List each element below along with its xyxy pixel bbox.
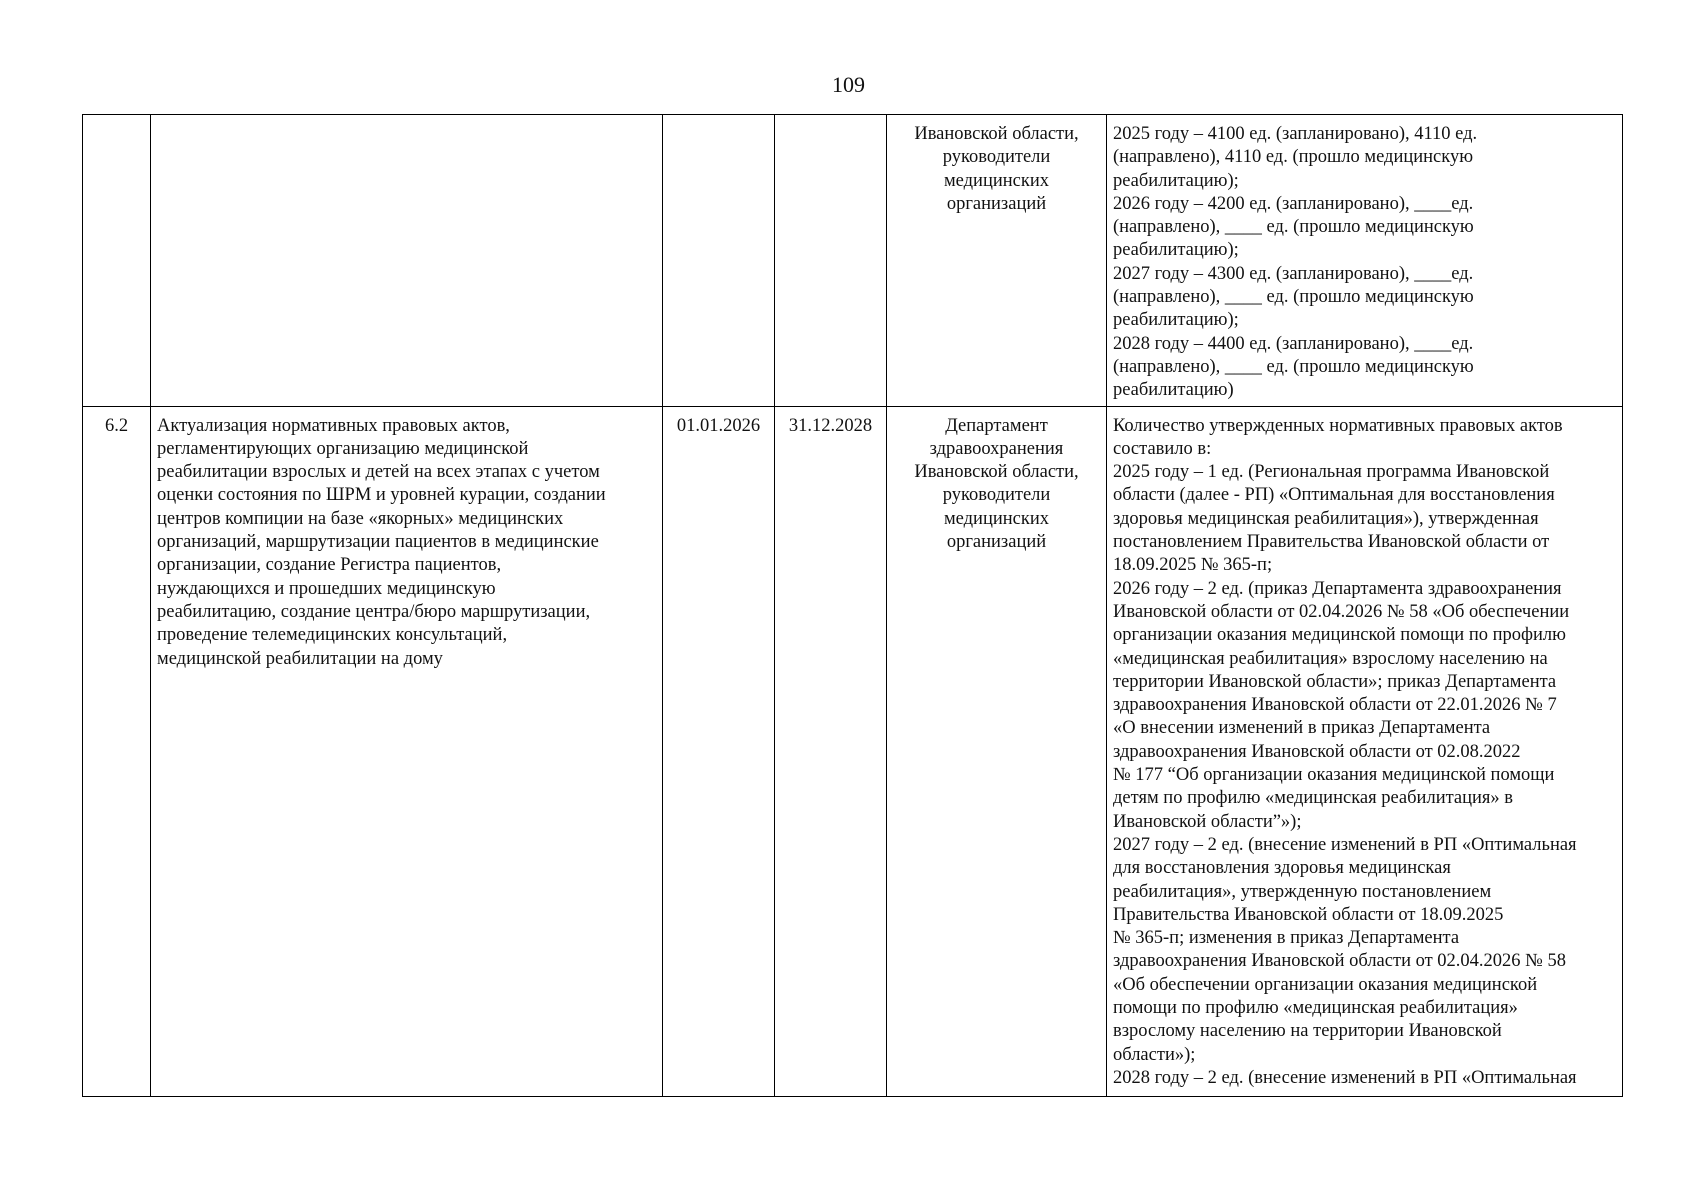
result-line: территории Ивановской области»; приказ Департамента [1113, 671, 1557, 692]
description-line: организаций, маршрутизации пациентов в медицинские [157, 532, 599, 553]
responsible-line: здравоохранения [929, 438, 1064, 459]
result-line: «медицинская реабилитация» взрослому населению на [1113, 648, 1548, 669]
result-line: 2026 году – 4200 ед. (запланировано), ____ед. [1113, 193, 1474, 214]
result-line: Правительства Ивановской области от 18.09.2025 [1113, 904, 1504, 925]
measure-description-cell [151, 406, 663, 1096]
description-line: Актуализация нормативных правовых актов, [157, 415, 510, 436]
result-line: «О внесении изменений в приказ Департамента [1113, 718, 1491, 739]
measure-description-cell [151, 115, 663, 407]
start-date-cell: 01.01.2026 [663, 406, 775, 1096]
result-line: здоровья медицинская реабилитация»), утвержденная [1113, 508, 1539, 529]
responsible-line: организаций [946, 193, 1047, 214]
result-line: 2025 году – 4100 ед. (запланировано), 4110 ед. [1113, 124, 1478, 144]
result-line: 2028 году – 4400 ед. (запланировано), ____ед. [1113, 333, 1474, 354]
result-line: 2025 году – 1 ед. (Региональная программа Ивановской [1113, 462, 1550, 483]
responsible-line: руководители [942, 485, 1051, 506]
responsible-cell [887, 115, 1107, 407]
result-line: № 365-п; изменения в приказ Департамента [1113, 928, 1460, 949]
description-line: медицинской реабилитации на дому [157, 648, 443, 669]
responsible-line: Ивановской области, [914, 462, 1079, 483]
end-date-cell [775, 115, 887, 407]
result-line: постановлением Правительства Ивановской области от [1113, 532, 1550, 553]
row-number-cell: 6.2 [83, 406, 151, 1096]
result-line: (направлено), ____ ед. (прошло медицинскую [1113, 287, 1474, 308]
responsible-cell [887, 406, 1107, 1096]
result-line: реабилитацию); [1113, 170, 1239, 191]
result-line: 2027 году – 2 ед. (внесение изменений в РП «Оптимальная [1113, 834, 1577, 855]
result-line: взрослому населению на территории Ивановской [1113, 1021, 1502, 1042]
result-line: области (далее - РП) «Оптимальная для восстановления [1113, 485, 1555, 506]
result-line: Ивановской области от 02.04.2026 № 58 «Об обеспечении [1113, 601, 1570, 622]
responsible-line: организаций [946, 532, 1047, 553]
result-line: Количество утвержденных нормативных правовых актов [1113, 415, 1563, 436]
responsible-line: руководители [942, 147, 1051, 168]
result-line: организации оказания медицинской помощи по профилю [1113, 625, 1566, 646]
result-line: реабилитация», утвержденную постановлением [1113, 881, 1492, 902]
result-line: № 177 “Об организации оказания медицинской помощи [1113, 765, 1555, 786]
responsible-line: медицинских [943, 170, 1050, 191]
description-line: проведение телемедицинских консультаций, [157, 625, 508, 646]
result-line: области»); [1113, 1044, 1196, 1065]
description-line: реабилитацию, создание центра/бюро маршрутизации, [157, 601, 591, 622]
description-line: оценки состояния по ШРМ и уровней курации, создании [157, 485, 606, 506]
result-line: здравоохранения Ивановской области от 22.01.2026 № 7 [1113, 695, 1557, 716]
result-line: реабилитацию) [1113, 380, 1234, 401]
end-date-cell: 31.12.2028 [775, 406, 887, 1096]
page-number: 109 [832, 72, 865, 97]
result-line: 2027 году – 4300 ед. (запланировано), ____ед. [1113, 263, 1474, 284]
result-line: здравоохранения Ивановской области от 02.04.2026 № 58 [1113, 951, 1566, 972]
result-line: детям по профилю «медицинская реабилитация» в [1113, 788, 1514, 809]
responsible-line: Ивановской области, [914, 124, 1079, 144]
result-line: реабилитацию); [1113, 310, 1239, 331]
description-line: регламентирующих организацию медицинской [157, 438, 529, 459]
result-line: составило в: [1113, 438, 1212, 459]
result-line: для восстановления здоровья медицинская [1113, 858, 1451, 879]
table-row [83, 115, 1623, 407]
result-line: (направлено), ____ ед. (прошло медицинскую [1113, 217, 1474, 238]
result-cell [1107, 406, 1623, 1096]
result-line: 2026 году – 2 ед. (приказ Департамента здравоохранения [1113, 578, 1562, 599]
result-line: 18.09.2025 № 365-п; [1113, 555, 1273, 576]
description-line: нуждающихся и прошедших медицинскую [157, 578, 496, 599]
result-line: 2028 году – 2 ед. (внесение изменений в РП «Оптимальная [1113, 1067, 1577, 1088]
description-line: реабилитации взрослых и детей на всех этапах с учетом [157, 462, 600, 483]
table-row [83, 406, 1623, 1096]
result-cell [1107, 115, 1623, 407]
result-line: Ивановской области”»); [1113, 811, 1302, 832]
result-line: (направлено), 4110 ед. (прошло медицинскую [1113, 147, 1474, 168]
description-line: организации, создание Регистра пациентов, [157, 555, 502, 576]
responsible-line: Департамент [945, 415, 1048, 436]
result-line: «Об обеспечении организации оказания медицинской [1113, 974, 1538, 995]
plan-table [82, 114, 1623, 1097]
description-line: центров компиции на базе «якорных» медицинских [157, 508, 564, 529]
result-line: здравоохранения Ивановской области от 02.08.2022 [1113, 741, 1521, 762]
row-number-cell [83, 115, 151, 407]
responsible-line: медицинских [943, 508, 1050, 529]
result-line: (направлено), ____ ед. (прошло медицинскую [1113, 356, 1474, 377]
start-date-cell [663, 115, 775, 407]
result-line: реабилитацию); [1113, 240, 1239, 261]
result-line: помощи по профилю «медицинская реабилитация» [1113, 997, 1518, 1018]
